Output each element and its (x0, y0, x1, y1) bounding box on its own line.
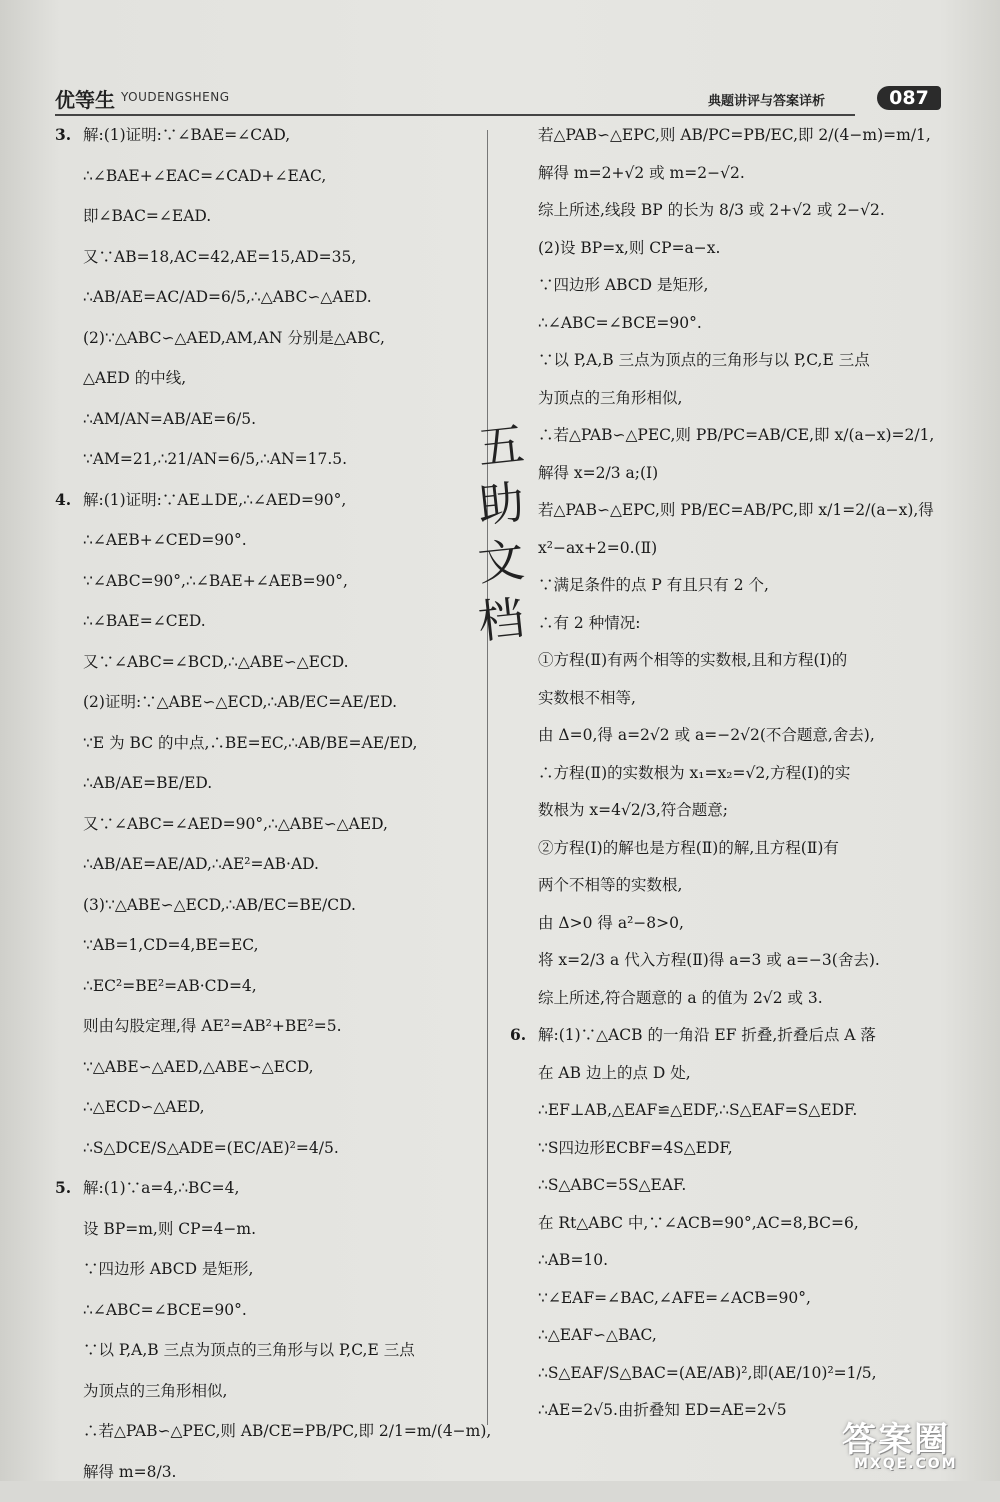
solution-line (510, 1288, 950, 1308)
solution-line (510, 163, 950, 183)
solution-text: 两个不相等的实数根, (538, 876, 683, 894)
solution-line (55, 652, 480, 672)
solution-text: 由 Δ=0,得 a=2√2 或 a=−2√2(不合题意,舍去), (538, 726, 875, 744)
solution-line (55, 1219, 480, 1239)
solution-text: ∵E 为 BC 的中点,∴BE=EC,∴AB/BE=AE/ED, (83, 733, 418, 752)
problem-number: 5. (55, 1178, 72, 1197)
solution-text: 为顶点的三角形相似, (538, 388, 683, 407)
solution-text: △AED 的中线, (83, 369, 187, 387)
solution-line (510, 688, 950, 708)
solution-text: ∴∠AEB+∠CED=90°. (83, 531, 247, 549)
solution-line (510, 575, 950, 595)
solution-text: ∴AB=10. (538, 1251, 609, 1269)
solution-line (55, 247, 480, 267)
solution-text: 实数根不相等, (538, 688, 636, 707)
column-divider (487, 130, 488, 1425)
solution-text: x²−ax+2=0.(Ⅱ) (538, 538, 658, 557)
solution-line (510, 350, 950, 370)
solution-line (55, 490, 480, 510)
solution-text: 解得 x=2/3 a;(Ⅰ) (538, 463, 659, 482)
solution-text: ∵AM=21,∴21/AN=6/5,∴AN=17.5. (83, 450, 348, 468)
solution-text: ∴S△DCE/S△ADE=(EC/AE)²=4/5. (83, 1138, 339, 1157)
page-number-badge: 087 (877, 86, 941, 110)
solution-line (55, 692, 480, 712)
solution-line (55, 125, 480, 145)
solution-line (55, 206, 480, 226)
solution-line (55, 1138, 480, 1158)
solution-line (510, 838, 950, 858)
solution-text: 又∵∠ABC=∠BCD,∴△ABE∽△ECD. (83, 652, 349, 671)
solution-text: ∴S△ABC=5S△EAF. (538, 1176, 687, 1194)
solution-line (510, 875, 950, 895)
solution-line (55, 571, 480, 591)
solution-line (55, 1300, 480, 1320)
solution-line (55, 895, 480, 915)
solution-line (510, 650, 950, 670)
handwritten-char: 文 (475, 532, 527, 592)
solution-text: 综上所述,符合题意的 a 的值为 2√2 或 3. (538, 988, 823, 1007)
handwritten-char: 助 (475, 474, 527, 534)
solution-line (510, 950, 950, 970)
solution-text: 在 AB 边上的点 D 处, (538, 1063, 691, 1082)
solution-line (510, 275, 950, 295)
solution-line (510, 1325, 950, 1345)
solution-line (55, 530, 480, 550)
solution-line (510, 538, 950, 558)
right-column (510, 125, 950, 1438)
solution-line (55, 1462, 480, 1482)
solution-text: 解得 m=8/3. (83, 1462, 177, 1481)
solution-line (510, 800, 950, 820)
solution-text: ∴S△EAF/S△BAC=(AE/AB)²,即(AE/10)²=1/5, (538, 1363, 877, 1382)
solution-line (55, 1016, 480, 1036)
solution-text: ∵四边形 ABCD 是矩形, (83, 1260, 254, 1278)
solution-text: 又∵AB=18,AC=42,AE=15,AD=35, (83, 247, 357, 266)
solution-text: 解:(1)∵△ACB 的一角沿 EF 折叠,折叠后点 A 落 (538, 1026, 876, 1044)
solution-line (55, 854, 480, 874)
solution-text: 解:(1)证明:∵∠BAE=∠CAD, (83, 126, 291, 144)
solution-text: ①方程(Ⅱ)有两个相等的实数根,且和方程(Ⅰ)的 (538, 651, 848, 669)
left-column (55, 125, 492, 1502)
solution-line (510, 725, 950, 745)
brand-name: 优等生 (55, 88, 115, 112)
solution-text: 由 Δ>0 得 a²−8>0, (538, 913, 684, 932)
handwritten-char: 档 (475, 590, 527, 650)
solution-text: ∵满足条件的点 P 有且只有 2 个, (538, 576, 769, 594)
solution-text: (2)证明:∵△ABE∽△ECD,∴AB/EC=AE/ED. (83, 693, 398, 711)
solution-line (55, 449, 480, 469)
solution-line (510, 500, 950, 520)
solution-line (55, 733, 480, 753)
page-header (55, 82, 945, 116)
solution-line (55, 1340, 480, 1360)
solution-line (55, 1057, 480, 1077)
solution-line (55, 611, 480, 631)
solution-line (55, 976, 480, 996)
solution-line (55, 409, 480, 429)
solution-text: 设 BP=m,则 CP=4−m. (83, 1219, 257, 1238)
solution-text: ∴∠ABC=∠BCE=90°. (538, 313, 702, 332)
solution-line (510, 388, 950, 408)
section-title: 典题讲评与答案详析 (708, 94, 826, 109)
solution-line (55, 773, 480, 793)
solution-line (510, 1363, 950, 1383)
solution-text: ∵AB=1,CD=4,BE=EC, (83, 936, 259, 954)
solution-line (55, 1097, 480, 1117)
solution-line (55, 287, 480, 307)
solution-line (55, 814, 480, 834)
solution-text: 则由勾股定理,得 AE²=AB²+BE²=5. (83, 1017, 342, 1035)
solution-line (55, 1178, 480, 1198)
solution-text: ∴AB/AE=AE/AD,∴AE²=AB·AD. (83, 855, 319, 873)
solution-line (510, 1175, 950, 1195)
solution-text: ∴∠BAE+∠EAC=∠CAD+∠EAC, (83, 166, 327, 185)
solution-line (510, 425, 950, 445)
solution-text: ∴EC²=BE²=AB·CD=4, (83, 976, 257, 995)
solution-text: 为顶点的三角形相似, (83, 1381, 228, 1400)
solution-line (510, 313, 950, 333)
solution-text: 在 Rt△ABC 中,∵∠ACB=90°,AC=8,BC=6, (538, 1213, 859, 1232)
solution-text: 解:(1)证明:∵AE⊥DE,∴∠AED=90°, (83, 490, 347, 509)
solution-text: ∵∠ABC=90°,∴∠BAE+∠AEB=90°, (83, 571, 348, 590)
solution-text: 即∠BAC=∠EAD. (83, 207, 212, 225)
handwritten-annotation (475, 415, 558, 655)
solution-line (510, 1250, 950, 1270)
solution-text: (2)设 BP=x,则 CP=a−x. (538, 238, 721, 257)
solution-line (55, 368, 480, 388)
solution-line (510, 238, 950, 258)
solution-line (510, 1100, 950, 1120)
solution-text: ∵S四边形ECBF=4S△EDF, (538, 1138, 733, 1157)
solution-text: ∴有 2 种情况: (538, 613, 641, 632)
solution-text: ∴△ECD∽△AED, (83, 1098, 205, 1116)
solution-text: ∵四边形 ABCD 是矩形, (538, 276, 709, 294)
solution-text: ∴若△PAB∽△PEC,则 PB/PC=AB/CE,即 x/(a−x)=2/1, (538, 426, 935, 444)
solution-line (510, 1138, 950, 1158)
solution-line (55, 328, 480, 348)
solution-line (55, 1259, 480, 1279)
solution-text: (3)∵△ABE∽△ECD,∴AB/EC=BE/CD. (83, 895, 356, 914)
solution-text: ∵∠EAF=∠BAC,∠AFE=∠ACB=90°, (538, 1288, 811, 1307)
solution-text: 若△PAB∽△EPC,则 PB/EC=AB/PC,即 x/1=2/(a−x),得 (538, 501, 934, 519)
watermark-text: 答案圈 (842, 1420, 950, 1460)
solution-line (55, 935, 480, 955)
solution-line (510, 913, 950, 933)
solution-text: 将 x=2/3 a 代入方程(Ⅱ)得 a=3 或 a=−3(舍去). (538, 951, 880, 969)
solution-line (510, 1063, 950, 1083)
solution-line (510, 125, 950, 145)
solution-text: 又∵∠ABC=∠AED=90°,∴△ABE∽△AED, (83, 814, 388, 833)
solution-text: ∴方程(Ⅱ)的实数根为 x₁=x₂=√2,方程(Ⅰ)的实 (538, 763, 851, 782)
brand-pinyin: YOUDENGSHENG (121, 90, 230, 104)
solution-text: ∴∠ABC=∠BCE=90°. (83, 1300, 247, 1319)
handwritten-char: 五 (475, 416, 527, 476)
solution-text: ∴△EAF∽△BAC, (538, 1326, 657, 1344)
solution-line (510, 1213, 950, 1233)
solution-text: 解得 m=2+√2 或 m=2−√2. (538, 163, 745, 182)
solution-line (510, 988, 950, 1008)
solution-text: (2)∵△ABC∽△AED,AM,AN 分别是△ABC, (83, 328, 385, 347)
solution-text: ∵以 P,A,B 三点为顶点的三角形与以 P,C,E 三点 (538, 351, 870, 369)
solution-text: ∴∠BAE=∠CED. (83, 612, 206, 630)
solution-text: ②方程(Ⅰ)的解也是方程(Ⅱ)的解,且方程(Ⅱ)有 (538, 838, 839, 857)
solution-line (510, 200, 950, 220)
watermark-logo (842, 1412, 992, 1474)
solution-line (510, 613, 950, 633)
solution-text: ∴AM/AN=AB/AE=6/5. (83, 409, 257, 428)
solution-line (55, 1381, 480, 1401)
problem-number: 6. (510, 1025, 527, 1044)
solution-text: 综上所述,线段 BP 的长为 8/3 或 2+√2 或 2−√2. (538, 201, 885, 219)
header-rule (55, 114, 855, 116)
solution-line (510, 463, 950, 483)
solution-line (510, 763, 950, 783)
solution-text: 解:(1)∵a=4,∴BC=4, (83, 1179, 240, 1197)
solution-line (55, 166, 480, 186)
solution-text: ∵△ABE∽△AED,△ABE∽△ECD, (83, 1057, 314, 1076)
solution-text: 数根为 x=4√2/3,符合题意; (538, 801, 728, 819)
watermark-url: MXQE.COM (854, 1456, 958, 1472)
solution-text: ∵以 P,A,B 三点为顶点的三角形与以 P,C,E 三点 (83, 1341, 415, 1359)
problem-number: 3. (55, 125, 72, 144)
solution-text: ∴EF⊥AB,△EAF≌△EDF,∴S△EAF=S△EDF. (538, 1101, 858, 1119)
solution-text: 若△PAB∽△EPC,则 AB/PC=PB/EC,即 2/(4−m)=m/1, (538, 126, 931, 144)
solution-line (510, 1025, 950, 1045)
solution-text: ∴AB/AE=AC/AD=6/5,∴△ABC∽△AED. (83, 288, 372, 306)
problem-number: 4. (55, 489, 72, 509)
solution-text: ∴AB/AE=BE/ED. (83, 774, 213, 792)
solution-text: ∴AE=2√5.由折叠知 ED=AE=2√5 (538, 1401, 787, 1419)
solution-text: ∴若△PAB∽△PEC,则 AB/CE=PB/PC,即 2/1=m/(4−m), (83, 1422, 492, 1440)
solution-line (55, 1421, 492, 1441)
